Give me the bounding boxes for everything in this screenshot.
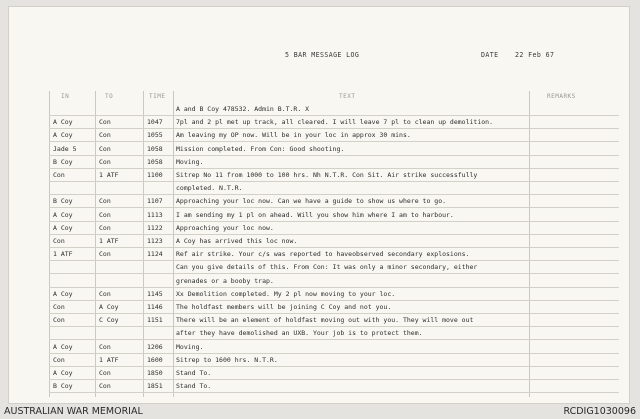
- row-from: Con: [53, 237, 65, 245]
- archive-reference: RCDIG1030096: [563, 406, 636, 417]
- row-text: Moving.: [176, 157, 204, 166]
- row-time: 1058: [147, 144, 163, 153]
- row-from: Con: [53, 316, 65, 325]
- row-time: 1113: [147, 210, 163, 219]
- row-from: B Coy: [53, 197, 73, 206]
- row-text: The holdfast members will be joining C Coy and not you.: [176, 303, 392, 311]
- row-text: Can you give details of this. From Con: It was only a minor secondary, either: [176, 263, 478, 272]
- row-text: grenades or a booby trap.: [176, 276, 274, 285]
- log-row: [9, 222, 629, 234]
- row-text: completed. N.T.R.: [176, 184, 243, 193]
- row-time: 1151: [147, 316, 163, 325]
- log-row: [9, 314, 629, 326]
- date-label: DATE: [481, 51, 499, 59]
- log-row: [9, 275, 629, 287]
- col-header-remarks: REMARKS: [547, 93, 576, 100]
- row-from: Con: [53, 303, 65, 311]
- row-time: 1145: [147, 289, 163, 298]
- row-to: Con: [99, 118, 111, 127]
- row-text: Approaching your loc now. Can we have a guide to show us where to go.: [176, 197, 447, 206]
- row-to: 1 ATF: [99, 355, 119, 364]
- row-time: 1123: [147, 237, 163, 245]
- row-to: Con: [99, 289, 111, 298]
- row-from: A Coy: [53, 289, 73, 298]
- row-from: B Coy: [53, 157, 73, 166]
- row-from: Con: [53, 171, 65, 179]
- row-time: 1122: [147, 223, 163, 232]
- row-from: A Coy: [53, 342, 73, 351]
- log-row: [9, 380, 629, 392]
- row-text: A and B Coy 478532. Admin B.T.R. X: [176, 105, 310, 113]
- row-time: 1058: [147, 157, 163, 166]
- row-text: Sitrep to 1600 hrs. N.T.R.: [176, 355, 278, 364]
- log-row: [9, 129, 629, 141]
- log-row: [9, 341, 629, 353]
- row-to: Con: [99, 250, 111, 259]
- row-text: Am leaving my OP now. Will be in your loc in approx 30 mins.: [176, 131, 411, 140]
- row-time: 1206: [147, 342, 163, 351]
- row-to: Con: [99, 197, 111, 206]
- row-to: Con: [99, 157, 111, 166]
- row-to: 1 ATF: [99, 171, 119, 179]
- row-time: 1100: [147, 171, 163, 179]
- row-from: A Coy: [53, 131, 73, 140]
- log-title: 5 BAR MESSAGE LOG: [285, 51, 360, 59]
- log-row: [9, 327, 629, 339]
- log-row: [9, 143, 629, 155]
- log-row: [9, 116, 629, 128]
- log-row: [9, 209, 629, 221]
- message-log-sheet: [8, 6, 630, 404]
- row-text: Sitrep No 11 from 1000 to 100 hrs. Nh N.T.R. Con Sit. Air strike successfully: [176, 171, 478, 179]
- log-row: [9, 288, 629, 300]
- row-time: 1851: [147, 382, 163, 391]
- row-from: A Coy: [53, 210, 73, 219]
- row-to: 1 ATF: [99, 237, 119, 245]
- log-row: [9, 103, 629, 115]
- log-row: [9, 248, 629, 260]
- col-header-in: IN: [61, 93, 70, 100]
- archive-name: AUSTRALIAN WAR MEMORIAL: [4, 406, 143, 417]
- row-time: 1850: [147, 369, 163, 377]
- log-row: [9, 354, 629, 366]
- log-row: [9, 367, 629, 379]
- date-value: 22 Feb 67: [515, 51, 555, 59]
- log-row: [9, 261, 629, 273]
- row-text: I am sending my 1 pl on ahead. Will you show him where I am to harbour.: [176, 210, 454, 219]
- archive-footer: [0, 404, 640, 419]
- row-to: Con: [99, 382, 111, 391]
- row-from: A Coy: [53, 118, 73, 127]
- row-from: Jade 5: [53, 144, 77, 153]
- row-to: Con: [99, 210, 111, 219]
- row-text: Stand To.: [176, 369, 212, 377]
- row-to: Con: [99, 342, 111, 351]
- col-header-to: TO: [105, 93, 114, 100]
- col-header-time: TIME: [149, 93, 166, 100]
- row-time: 1047: [147, 118, 163, 127]
- row-to: A Coy: [99, 303, 119, 311]
- row-text: There will be an element of holdfast moving out with you. They will move out: [176, 316, 474, 325]
- row-text: Moving.: [176, 342, 204, 351]
- col-header-text: TEXT: [339, 93, 356, 100]
- row-time: 1055: [147, 131, 163, 140]
- row-from: B Coy: [53, 382, 73, 391]
- row-to: Con: [99, 144, 111, 153]
- row-to: Con: [99, 223, 111, 232]
- log-row: [9, 156, 629, 168]
- row-text: Ref air strike. Your c/s was reported to haveobserved secondary explosions.: [176, 250, 470, 259]
- row-text: Stand To.: [176, 382, 212, 391]
- row-from: A Coy: [53, 369, 73, 377]
- row-text: Xx Demolition completed. My 2 pl now moving to your loc.: [176, 289, 396, 298]
- row-text: Approaching your loc now.: [176, 223, 274, 232]
- row-text: 7pl and 2 pl met up track, all cleared. I will leave 7 pl to clean up demolition.: [176, 118, 493, 127]
- row-text: A Coy has arrived this loc now.: [176, 237, 298, 245]
- row-time: 1600: [147, 355, 163, 364]
- row-time: 1107: [147, 197, 163, 206]
- row-text: after they have demolished an UXB. Your job is to protect them.: [176, 329, 423, 338]
- row-from: Con: [53, 355, 65, 364]
- row-to: Con: [99, 131, 111, 140]
- row-time: 1124: [147, 250, 163, 259]
- row-time: 1146: [147, 303, 163, 311]
- row-to: Con: [99, 369, 111, 377]
- row-text: Mission completed. From Con: Good shooting.: [176, 144, 345, 153]
- log-row: [9, 182, 629, 194]
- log-row: [9, 195, 629, 207]
- row-to: C Coy: [99, 316, 119, 325]
- row-from: A Coy: [53, 223, 73, 232]
- log-row: [9, 235, 629, 247]
- row-from: 1 ATF: [53, 250, 73, 259]
- log-row: [9, 169, 629, 181]
- log-row: [9, 301, 629, 313]
- row-rule: [49, 392, 619, 393]
